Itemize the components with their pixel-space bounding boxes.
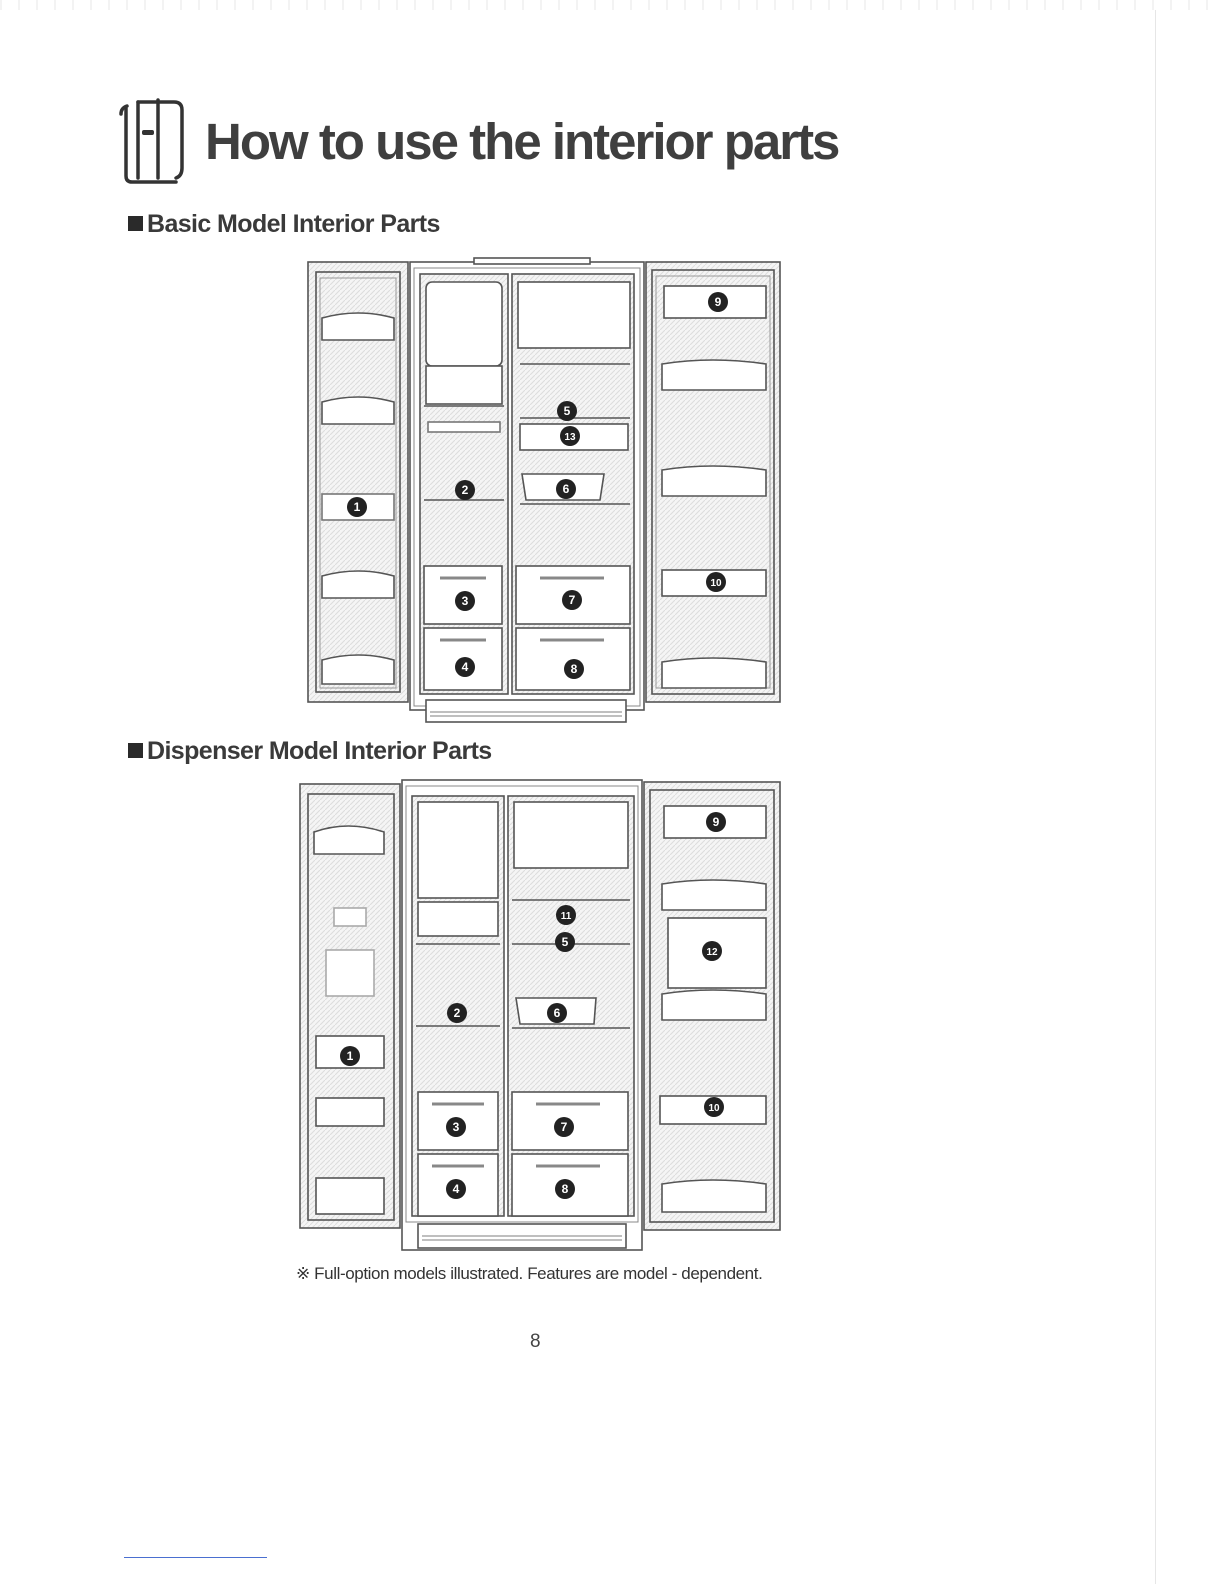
svg-text:13: 13 — [564, 432, 576, 443]
callout-8 — [564, 659, 584, 679]
callout-4 — [455, 657, 475, 677]
square-bullet-icon — [128, 216, 143, 231]
section-heading-basic — [128, 210, 440, 239]
callout-1 — [340, 1046, 360, 1066]
svg-text:11: 11 — [560, 911, 572, 922]
callout-3 — [446, 1117, 466, 1137]
svg-text:8: 8 — [561, 1182, 569, 1196]
callout-12 — [702, 941, 722, 961]
page-title: How to use the interior parts — [205, 113, 839, 170]
svg-text:10: 10 — [710, 578, 722, 589]
section-heading-basic-label: Basic Model Interior Parts — [147, 210, 440, 238]
svg-text:9: 9 — [714, 295, 722, 309]
callout-13 — [560, 426, 580, 446]
callout-2 — [447, 1003, 467, 1023]
section-heading-dispenser-label: Dispenser Model Interior Parts — [147, 737, 492, 765]
callout-7 — [562, 590, 582, 610]
callout-10 — [704, 1097, 724, 1117]
svg-text:6: 6 — [562, 482, 570, 496]
callout-5 — [555, 932, 575, 952]
svg-text:10: 10 — [708, 1103, 720, 1114]
page-number: 8 — [530, 1331, 541, 1352]
section-heading-dispenser — [128, 737, 492, 766]
callout-6 — [547, 1003, 567, 1023]
square-bullet-icon — [128, 743, 143, 758]
callout-9 — [708, 292, 728, 312]
callout-1 — [347, 497, 367, 517]
model-note: ※ Full-option models illustrated. Features are model - dependent. — [296, 1264, 763, 1283]
callout-2 — [455, 480, 475, 500]
dispenser-model-diagram — [296, 772, 786, 1256]
basic-model-diagram — [300, 256, 786, 730]
svg-text:4: 4 — [461, 660, 469, 674]
svg-text:5: 5 — [561, 935, 569, 949]
callout-4 — [446, 1179, 466, 1199]
callout-6 — [556, 479, 576, 499]
svg-text:3: 3 — [461, 594, 469, 608]
svg-text:8: 8 — [570, 662, 578, 676]
callout-8 — [555, 1179, 575, 1199]
svg-text:2: 2 — [461, 483, 469, 497]
callout-3 — [455, 591, 475, 611]
callout-7 — [554, 1117, 574, 1137]
svg-text:9: 9 — [712, 815, 720, 829]
svg-text:2: 2 — [453, 1006, 461, 1020]
callout-10 — [706, 572, 726, 592]
svg-text:1: 1 — [353, 500, 361, 514]
callout-5 — [557, 401, 577, 421]
refrigerator-icon — [118, 94, 190, 186]
svg-text:7: 7 — [568, 593, 576, 607]
svg-text:12: 12 — [706, 947, 718, 958]
svg-text:6: 6 — [553, 1006, 561, 1020]
svg-text:1: 1 — [346, 1049, 354, 1063]
scan-edge — [0, 0, 1224, 10]
svg-text:3: 3 — [452, 1120, 460, 1134]
footer-rule — [124, 1557, 267, 1558]
svg-text:5: 5 — [563, 404, 571, 418]
svg-text:7: 7 — [560, 1120, 568, 1134]
svg-text:4: 4 — [452, 1182, 460, 1196]
page-edge-rule — [1155, 10, 1156, 1584]
callout-11 — [556, 905, 576, 925]
callout-9 — [706, 812, 726, 832]
